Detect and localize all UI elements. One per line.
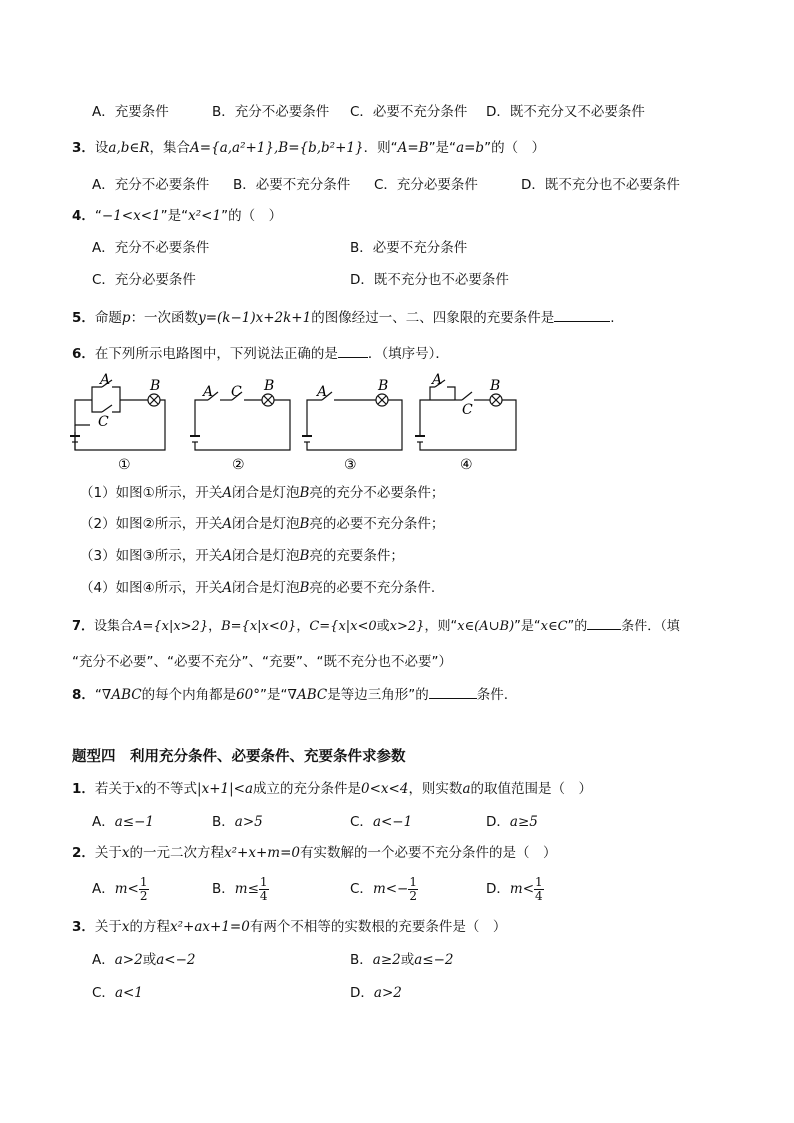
circuit-2 (190, 392, 290, 450)
question-3-stem: 3．设a,b∈R，集合A={a,a²+1},B={b,b²+1}．则“A=B”是“a=b”的（ ） (72, 140, 546, 156)
p1-option-c: C．a<−1 (350, 814, 413, 830)
statement-3: （3）如图③所示，开关A闭合是灯泡B亮的充要条件； (80, 548, 404, 564)
switch-a-label: A (100, 372, 111, 388)
statement-4: （4）如图④所示，开关A闭合是灯泡B亮的必要不充分条件. (80, 580, 436, 596)
figure-caption-1: ① (118, 457, 131, 473)
fraction: $\frac{1}{4}$ (259, 874, 268, 903)
switch-c-label: C (98, 414, 109, 430)
p1-option-d: D．a≥5 (486, 814, 538, 830)
p3-option-d: D．a>2 (350, 985, 402, 1001)
p1-option-a: A．a≤−1 (92, 814, 155, 830)
problem-1-stem: 1．若关于x的不等式|x+1|<a成立的充分条件是0<x<4，则实数a的取值范围是（ ） (72, 781, 592, 797)
q2-option-c: C．必要不充分条件 (350, 104, 468, 120)
q3-option-d: D．既不充分也不必要条件 (521, 177, 680, 193)
p1-option-b: B．a>5 (212, 814, 263, 830)
q3-option-a: A．充分不必要条件 (92, 177, 210, 193)
switch-a-label: A (203, 384, 214, 400)
p3-option-c: C．a<1 (92, 985, 143, 1001)
problem-2-stem: 2．关于x的一元二次方程x²+x+m=0有实数解的一个必要不充分条件的是（ ） (72, 845, 557, 861)
question-8-stem: 8．“∇ABC的每个内角都是60°”是“∇ABC是等边三角形”的 条件. (72, 684, 508, 705)
fraction: $\frac{1}{2}$ (409, 874, 418, 903)
q4-option-a: A．充分不必要条件 (92, 240, 210, 256)
circuit-diagrams (60, 372, 540, 477)
figure-caption-2: ② (232, 457, 245, 473)
switch-c-label: C (462, 402, 473, 418)
lamp-b-label: B (264, 378, 275, 394)
q3-option-c: C．充分必要条件 (374, 177, 478, 193)
p2-option-a: A．m< $\frac{1}{2}$ (92, 874, 148, 903)
p3-option-a: A．a>2或a<−2 (92, 952, 196, 968)
question-6-stem: 6．在下列所示电路图中，下列说法正确的是 ．（填序号）． (72, 343, 449, 364)
lamp-b-label: B (490, 378, 501, 394)
p2-option-c: C．m<− $\frac{1}{2}$ (350, 874, 418, 903)
q4-option-c: C．充分必要条件 (92, 272, 196, 288)
statement-1: （1）如图①所示，开关A闭合是灯泡B亮的充分不必要条件； (80, 485, 445, 501)
switch-c-label: C (231, 384, 242, 400)
section-heading: 题型四 利用充分条件、必要条件、充要条件求参数 (72, 749, 406, 765)
q4-option-b: B．必要不充分条件 (350, 240, 468, 256)
fraction: $\frac{1}{4}$ (535, 874, 543, 903)
switch-a-label: A (317, 384, 328, 400)
q2-option-a: A．充要条件 (92, 104, 169, 120)
answer-blank[interactable] (429, 684, 477, 699)
p2-option-d: D．m< $\frac{1}{4}$ (486, 874, 543, 903)
figure-caption-3: ③ (344, 457, 357, 473)
q4-option-d: D．既不充分也不必要条件 (350, 272, 509, 288)
circuit-3 (302, 392, 402, 450)
q2-option-d: D．既不充分又不必要条件 (486, 104, 645, 120)
answer-blank[interactable] (587, 615, 621, 630)
switch-a-label: A (432, 372, 443, 388)
answer-blank[interactable] (338, 343, 368, 358)
fraction: $\frac{1}{2}$ (139, 874, 148, 903)
q3-option-b: B．必要不充分条件 (233, 177, 351, 193)
lamp-b-label: B (150, 378, 161, 394)
lamp-b-label: B (378, 378, 389, 394)
p3-option-b: B．a≥2或a≤−2 (350, 952, 454, 968)
question-4-stem: 4．“−1<x<1”是“x²<1”的（ ） (72, 208, 283, 224)
problem-3-stem: 3．关于x的方程x²+ax+1=0有两个不相等的实数根的充要条件是（ ） (72, 919, 507, 935)
question-7-stem: 7．设集合A={x|x>2}，B={x|x<0}，C={x|x<0或x>2}，则“x∈(A∪B)”是“x∈C”的 条件．（填 (72, 615, 680, 637)
figure-caption-4: ④ (460, 457, 473, 473)
q2-option-b: B．充分不必要条件 (212, 104, 330, 120)
question-7-continuation: “充分不必要”、“必要不充分”、“充要”、“既不充分也不必要”） (72, 654, 452, 670)
p2-option-b: B．m≤ $\frac{1}{4}$ (212, 874, 268, 903)
answer-blank[interactable] (554, 307, 610, 322)
question-5-stem: 5．命题p：一次函数y=(k−1)x+2k+1的图像经过一、二、四象限的充要条件是 . (72, 307, 615, 328)
statement-2: （2）如图②所示，开关A闭合是灯泡B亮的必要不充分条件； (80, 516, 445, 532)
